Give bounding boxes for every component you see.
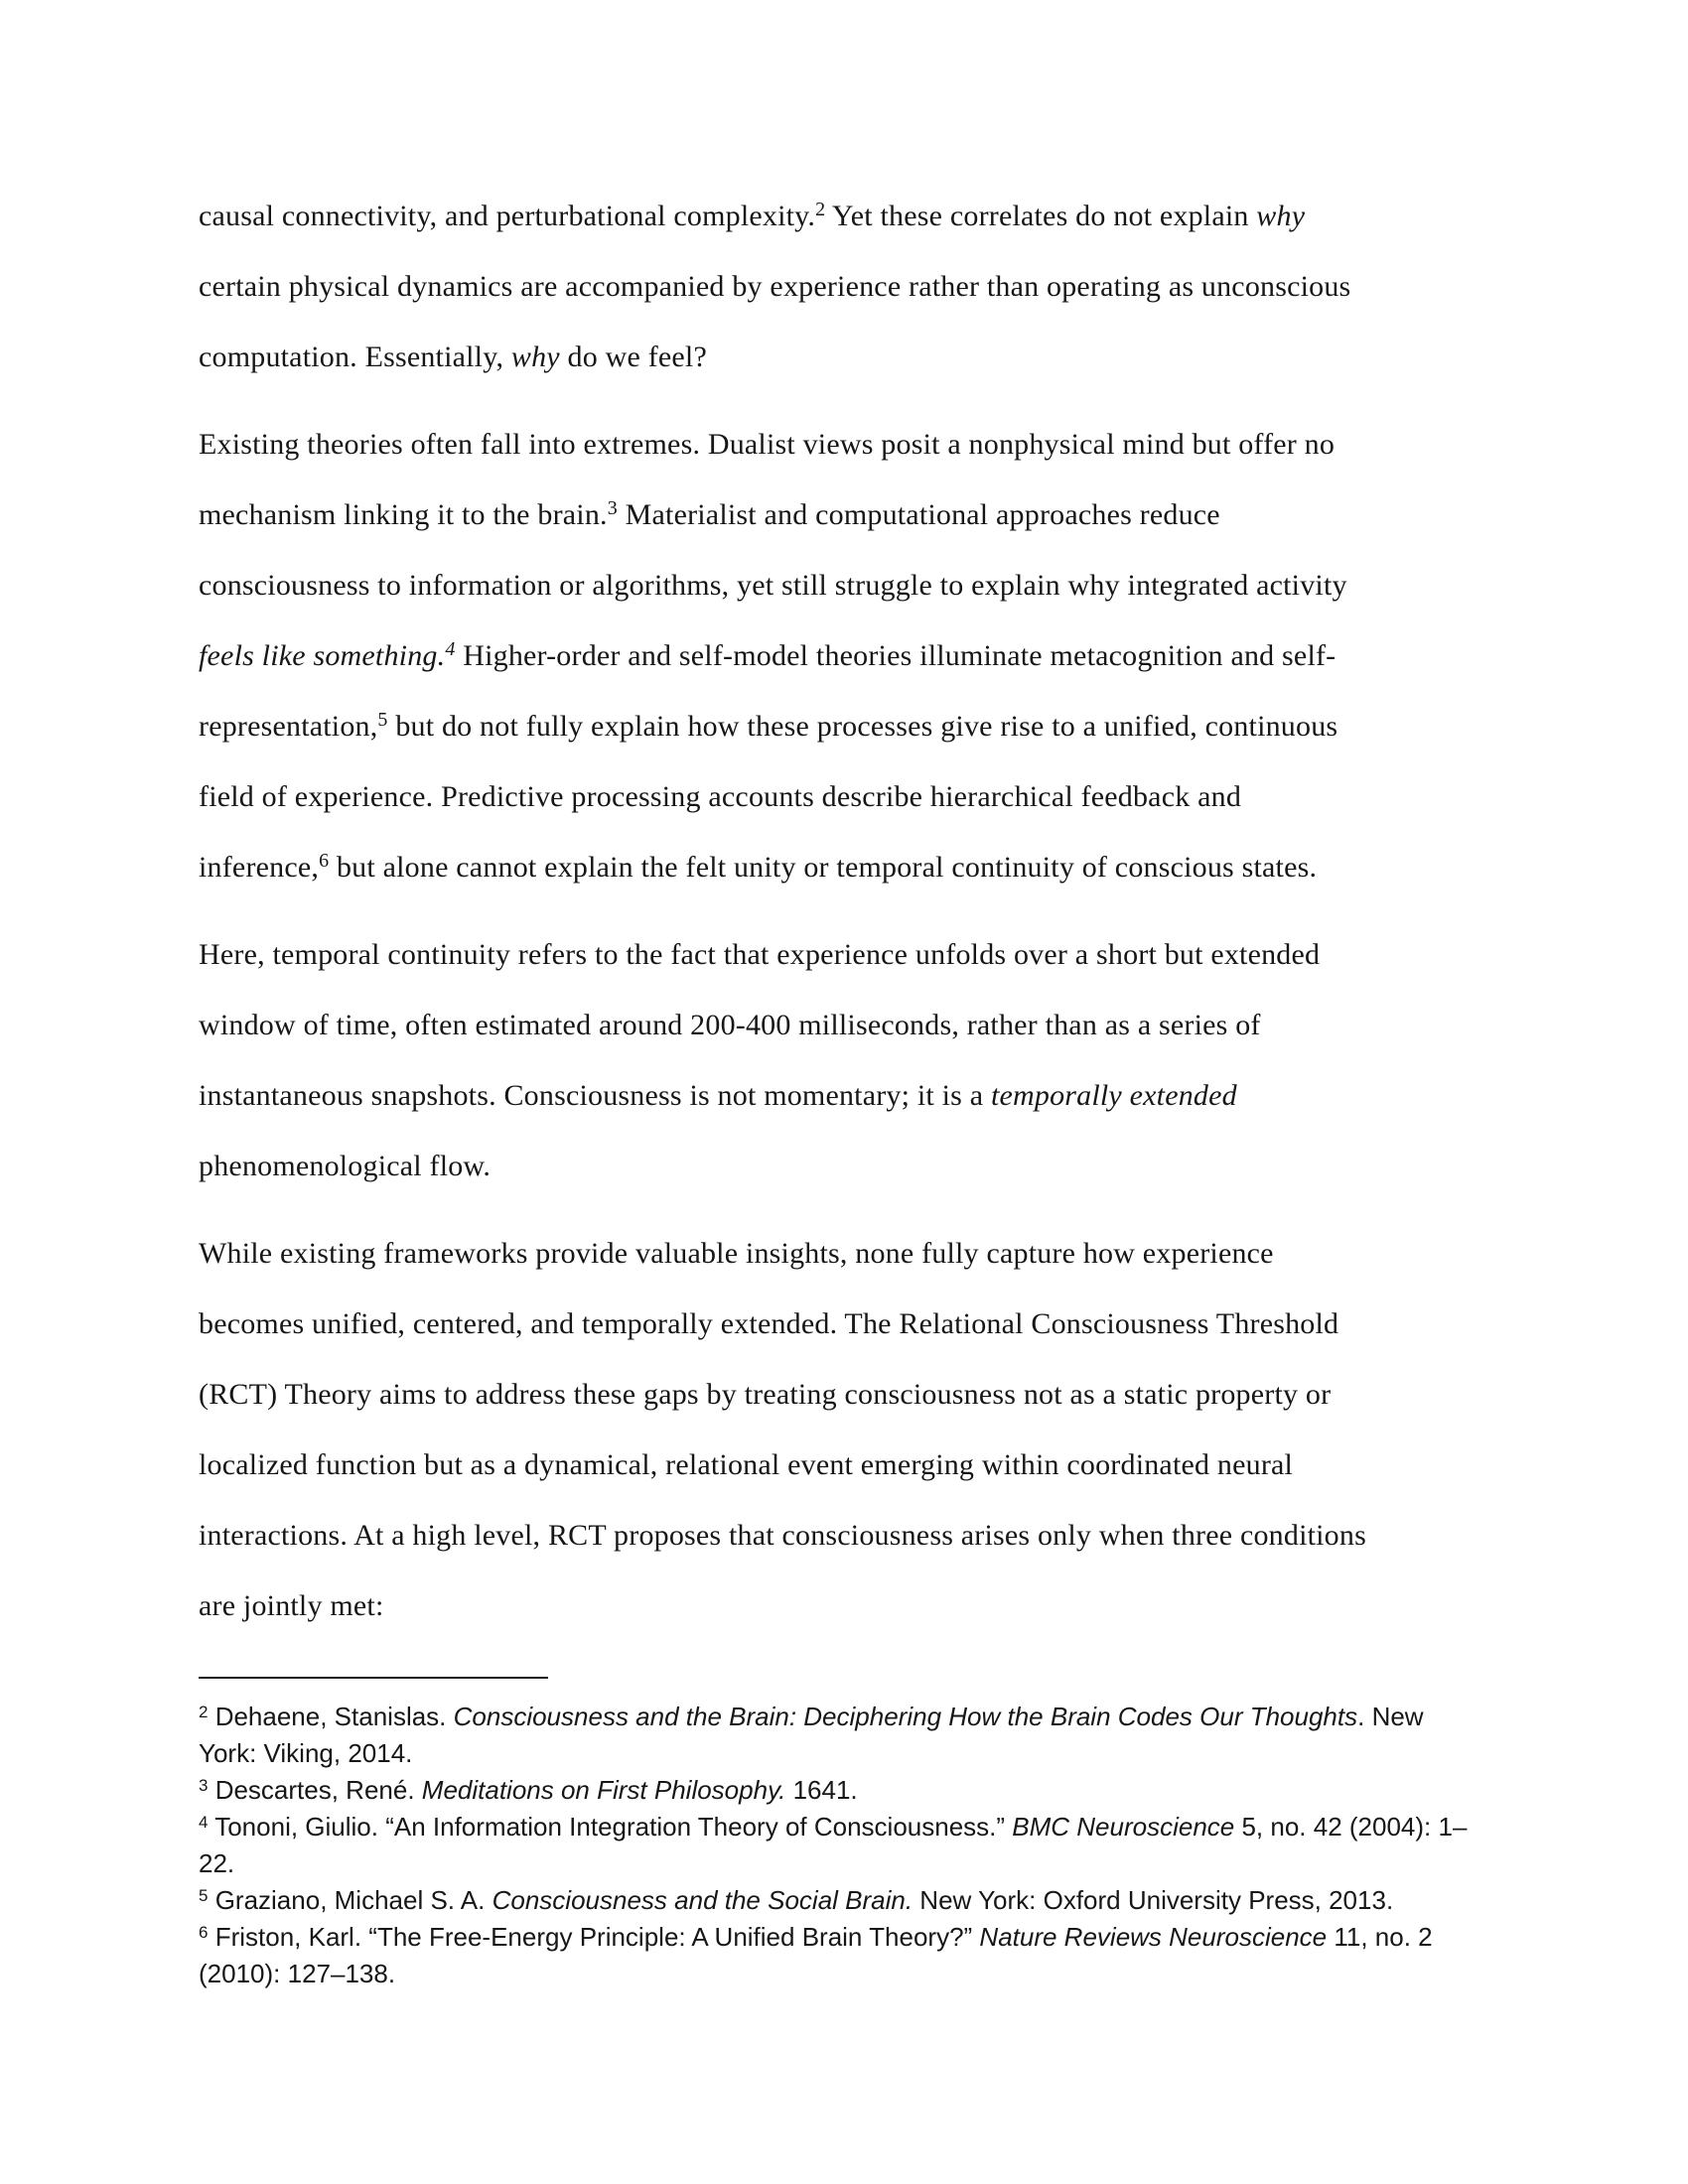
text-run: (2010): 127–138. bbox=[199, 1959, 396, 1988]
italic-run: feels like something. bbox=[199, 639, 446, 672]
text-run: window of time, often estimated around 200-400 milliseconds, rather than as a series of bbox=[199, 1009, 1261, 1041]
text-run: consciousness to information or algorithms, yet still struggle to explain why integrated activity bbox=[199, 569, 1347, 602]
text-run: (RCT) Theory aims to address these gaps by treating consciousness not as a static property or bbox=[199, 1378, 1332, 1411]
footnote bbox=[199, 1919, 1489, 1992]
text-run: field of experience. Predictive processing accounts describe hierarchical feedback and bbox=[199, 780, 1242, 813]
text-line bbox=[199, 1772, 1489, 1809]
text-line bbox=[199, 620, 1489, 691]
text-run: Materialist and computational approaches reduce bbox=[617, 498, 1220, 531]
footnote-reference: 6 bbox=[199, 1923, 209, 1942]
text-run: New York: Oxford University Press, 2013. bbox=[913, 1885, 1394, 1915]
text-run: While existing frameworks provide valuable insights, none fully capture how experience bbox=[199, 1237, 1274, 1270]
text-run: Dehaene, Stanislas. bbox=[208, 1702, 454, 1731]
text-line bbox=[199, 1218, 1489, 1289]
text-line bbox=[199, 1131, 1489, 1201]
text-line bbox=[199, 1289, 1489, 1359]
text-run: Here, temporal continuity refers to the fact that experience unfolds over a short but extended bbox=[199, 938, 1321, 971]
text-run: 5, no. 42 (2004): 1– bbox=[1234, 1812, 1468, 1842]
body-text bbox=[199, 181, 1489, 1641]
text-run: causal connectivity, and perturbational complexity. bbox=[199, 200, 816, 232]
text-line bbox=[199, 990, 1489, 1060]
text-run: Tononi, Giulio. “An Information Integration Theory of Consciousness.” bbox=[208, 1812, 1013, 1842]
text-line bbox=[199, 322, 1489, 392]
text-run: certain physical dynamics are accompanied by experience rather than operating as unconscious bbox=[199, 270, 1351, 303]
text-run: but alone cannot explain the felt unity or temporal continuity of conscious states. bbox=[329, 851, 1318, 884]
text-line bbox=[199, 1570, 1489, 1641]
paragraph bbox=[199, 1218, 1489, 1641]
text-run: 1641. bbox=[785, 1775, 858, 1805]
text-run: mechanism linking it to the brain. bbox=[199, 498, 608, 531]
italic-run: Nature Reviews Neuroscience bbox=[979, 1922, 1328, 1952]
text-line bbox=[199, 550, 1489, 620]
footnote-reference: 6 bbox=[319, 850, 330, 872]
text-line bbox=[199, 1060, 1489, 1131]
text-line bbox=[199, 479, 1489, 550]
text-line bbox=[199, 251, 1489, 322]
text-line bbox=[199, 691, 1489, 761]
italic-run: Consciousness and the Social Brain. bbox=[492, 1885, 914, 1915]
text-run: localized function but as a dynamical, relational event emerging within coordinated neural bbox=[199, 1448, 1294, 1481]
text-line bbox=[199, 919, 1489, 990]
footnote-reference: 5 bbox=[377, 709, 388, 731]
text-run: York: Viking, 2014. bbox=[199, 1738, 413, 1768]
text-run: Yet these correlates do not explain bbox=[825, 200, 1257, 232]
footnotes-section bbox=[199, 1677, 1489, 1992]
italic-run: BMC Neuroscience bbox=[1012, 1812, 1235, 1842]
text-run: are jointly met: bbox=[199, 1589, 384, 1622]
text-line bbox=[199, 181, 1489, 251]
footnote-list bbox=[199, 1699, 1489, 1992]
footnote-reference: 3 bbox=[199, 1776, 209, 1795]
footnote-reference: 2 bbox=[815, 199, 826, 220]
text-run: inference, bbox=[199, 851, 320, 884]
footnote bbox=[199, 1772, 1489, 1809]
text-line bbox=[199, 1809, 1489, 1845]
text-line bbox=[199, 1845, 1489, 1882]
italic-run: why bbox=[1256, 200, 1306, 232]
footnote-reference: 5 bbox=[199, 1886, 209, 1905]
footnote bbox=[199, 1809, 1489, 1882]
text-line bbox=[199, 832, 1489, 902]
text-run: Friston, Karl. “The Free-Energy Principle: A Unified Brain Theory?” bbox=[208, 1922, 980, 1952]
text-run: phenomenological flow. bbox=[199, 1150, 492, 1182]
text-line bbox=[199, 1735, 1489, 1772]
text-run: do we feel? bbox=[559, 341, 707, 373]
text-line bbox=[199, 1500, 1489, 1570]
text-run: 11, no. 2 bbox=[1327, 1922, 1433, 1952]
paragraph bbox=[199, 919, 1489, 1201]
text-run: becomes unified, centered, and temporally extended. The Relational Consciousness Threshold bbox=[199, 1307, 1339, 1340]
text-line bbox=[199, 1882, 1489, 1919]
text-line bbox=[199, 1359, 1489, 1430]
text-run: representation, bbox=[199, 710, 378, 743]
italic-run: Meditations on First Philosophy. bbox=[421, 1775, 786, 1805]
text-line bbox=[199, 1919, 1489, 1956]
footnote-reference: 4 bbox=[445, 638, 456, 660]
italic-run: Consciousness and the Brain: Deciphering How the Brain Codes Our Thoughts bbox=[453, 1702, 1358, 1731]
text-run: . New bbox=[1357, 1702, 1424, 1731]
text-run: Graziano, Michael S. A. bbox=[208, 1885, 492, 1915]
footnote-reference: 2 bbox=[199, 1703, 209, 1721]
text-run: computation. Essentially, bbox=[199, 341, 511, 373]
text-run: Existing theories often fall into extremes. Dualist views posit a nonphysical mind but offer no bbox=[199, 428, 1336, 461]
footnote-reference: 3 bbox=[607, 497, 618, 519]
paragraph bbox=[199, 409, 1489, 902]
footnote-separator bbox=[199, 1677, 548, 1679]
text-run: interactions. At a high level, RCT proposes that consciousness arises only when three conditions bbox=[199, 1519, 1366, 1552]
text-line bbox=[199, 761, 1489, 832]
text-line bbox=[199, 1956, 1489, 1992]
text-run: 22. bbox=[199, 1848, 235, 1878]
paragraph bbox=[199, 181, 1489, 392]
footnote bbox=[199, 1699, 1489, 1772]
footnote bbox=[199, 1882, 1489, 1919]
text-line bbox=[199, 1699, 1489, 1735]
footnote-reference: 4 bbox=[199, 1813, 209, 1832]
text-run: but do not fully explain how these processes give rise to a unified, continuous bbox=[387, 710, 1338, 743]
text-line bbox=[199, 409, 1489, 479]
italic-run: why bbox=[510, 341, 560, 373]
text-run: instantaneous snapshots. Consciousness is not momentary; it is a bbox=[199, 1079, 991, 1112]
italic-run: temporally extended bbox=[990, 1079, 1237, 1112]
text-run: Higher-order and self-model theories illuminate metacognition and self- bbox=[455, 639, 1336, 672]
text-run: Descartes, René. bbox=[208, 1775, 422, 1805]
text-line bbox=[199, 1430, 1489, 1500]
